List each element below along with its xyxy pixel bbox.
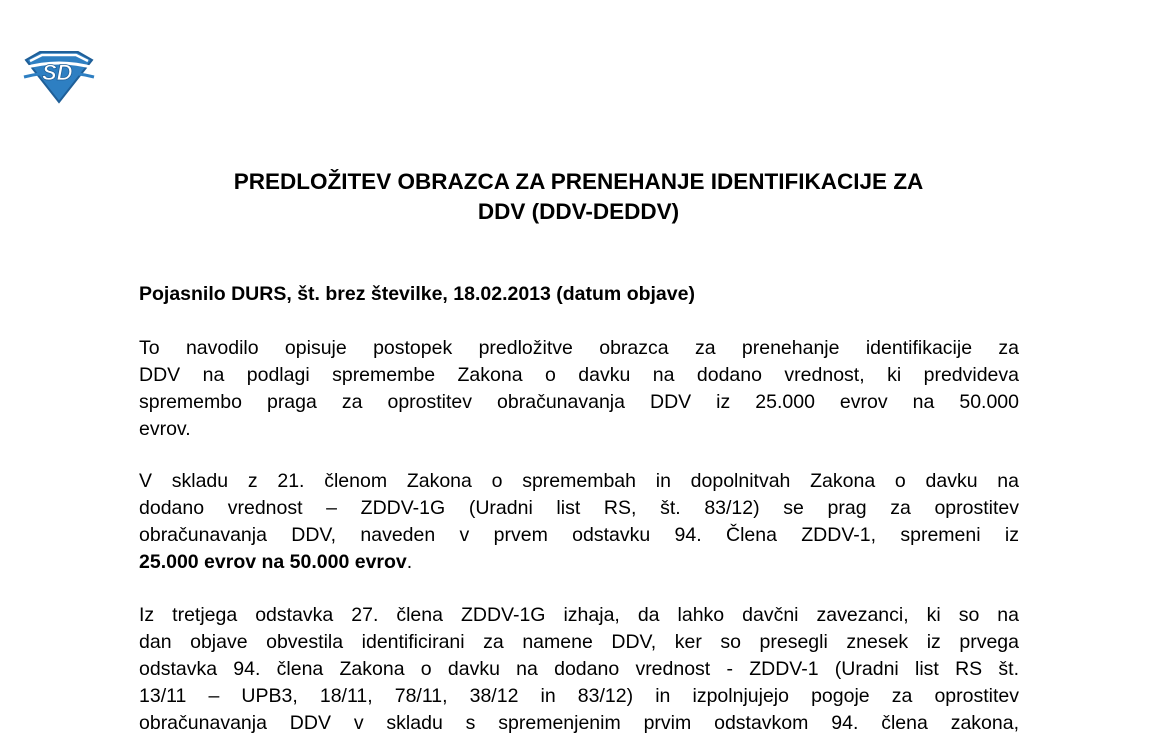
- text-line: [139, 549, 1019, 576]
- document-subtitle: Pojasnilo DURS, št. brez številke, 18.02.2013 (datum objave): [139, 283, 695, 305]
- threshold-change-bold: 25.000 evrov na 50.000 evrov: [139, 551, 407, 573]
- title-line: PREDLOŽITEV OBRAZCA ZA PRENEHANJE IDENTIFIKACIJE ZA: [233, 169, 924, 194]
- document-title: [120, 167, 1037, 227]
- text-line: obračunavanja DDV v skladu s spremenjenim prvim odstavkom 94. člena zakona,: [139, 712, 1019, 734]
- text-line: Iz tretjega odstavka 27. člena ZDDV-1G izhaja, da lahko davčni zavezanci, ki so na: [139, 604, 1019, 626]
- paragraph-intro: [139, 335, 1019, 443]
- text-line: evrov.: [139, 418, 191, 440]
- paragraph-legal-basis: [139, 468, 1019, 576]
- svg-text:SD: SD: [42, 60, 73, 85]
- text-line: dodano vrednost – ZDDV-1G (Uradni list RS, št. 83/12) se prag za oprostitev: [139, 497, 1019, 519]
- text-line: spremembo praga za oprostitev obračunavanja DDV iz 25.000 evrov na 50.000: [139, 391, 1019, 413]
- paragraph-transition: [139, 602, 1019, 737]
- title-line: DDV (DDV-DEDDV): [477, 199, 680, 224]
- sd-shield-logo-icon: [20, 46, 98, 106]
- text-line: odstavka 94. člena Zakona o davku na dodano vrednost - ZDDV-1 (Uradni list RS št.: [139, 658, 1019, 680]
- sd-logo: [20, 46, 98, 106]
- text-line: obračunavanja DDV, naveden v prvem odstavku 94. Člena ZDDV-1, spremeni iz: [139, 524, 1019, 546]
- text-line: dan objave obvestila identificirani za namene DDV, ker so presegli znesek iz prvega: [139, 631, 1019, 653]
- text-line: DDV na podlagi spremembe Zakona o davku na dodano vrednost, ki predvideva: [139, 364, 1019, 386]
- text-line-tail: .: [406, 551, 413, 573]
- text-line: 13/11 – UPB3, 18/11, 78/11, 38/12 in 83/12) in izpolnjujejo pogoje za oprostitev: [139, 685, 1019, 707]
- text-line: To navodilo opisuje postopek predložitve obrazca za prenehanje identifikacije za: [139, 337, 1019, 359]
- text-line: V skladu z 21. členom Zakona o spremembah in dopolnitvah Zakona o davku na: [139, 470, 1019, 492]
